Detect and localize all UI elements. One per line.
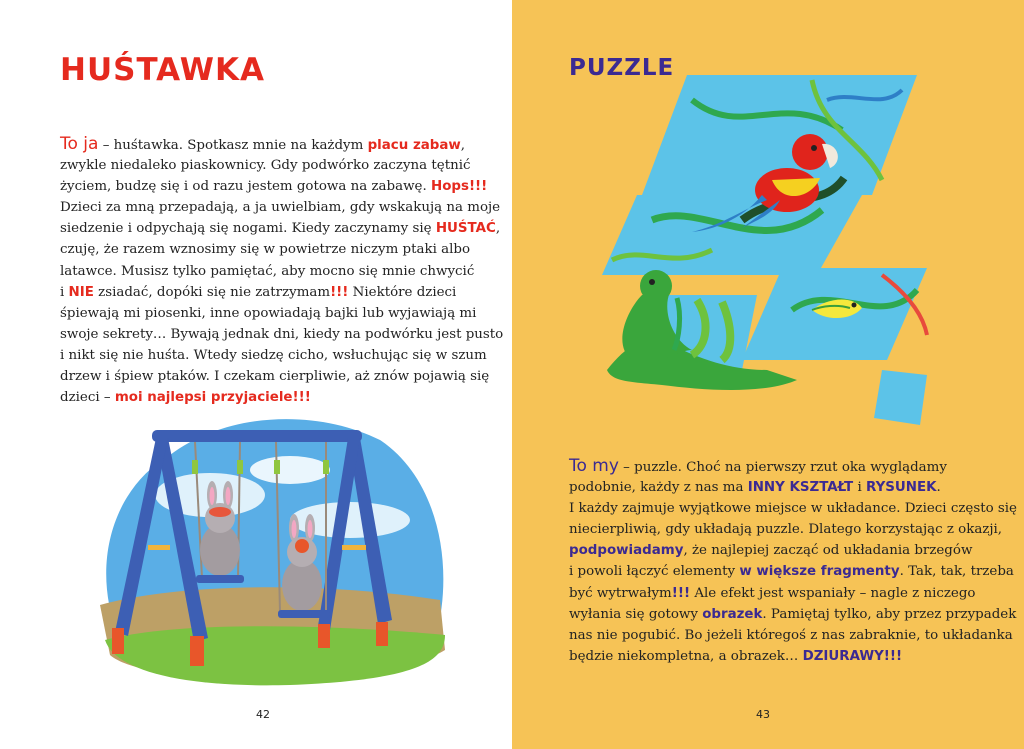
text-run: , że najlepiej zacząć od układania brzegów xyxy=(683,543,973,559)
left-page-line xyxy=(60,155,503,176)
left-page-line xyxy=(60,345,503,366)
right-page-line xyxy=(569,625,1017,646)
right-page-line xyxy=(569,583,1017,604)
text-run: śpiewają mi piosenki, inne opowiadają bajki lub wyjawiają mi xyxy=(60,305,477,321)
text-run: i xyxy=(853,480,866,496)
highlighted-word: podpowiadamy xyxy=(569,543,684,559)
highlighted-word: moi najlepsi przyjaciele!!! xyxy=(114,390,311,406)
highlighted-word: NIE xyxy=(68,284,94,300)
left-page-body xyxy=(60,134,503,408)
left-page-line xyxy=(60,366,503,387)
text-run: swoje sekrety… Bywają jednak dni, kiedy na podwórku jest pusto xyxy=(60,326,504,342)
highlighted-word: obrazek xyxy=(702,606,763,622)
highlighted-word: placu zabaw xyxy=(367,138,461,153)
page-number-left: 42 xyxy=(256,708,270,721)
left-page-line xyxy=(60,261,503,282)
text-run: , xyxy=(460,138,466,153)
text-run: . Pamiętaj tylko, aby przez przypadek xyxy=(762,606,1017,622)
highlighted-word: RYSUNEK xyxy=(865,480,937,496)
right-page-line xyxy=(569,604,1017,625)
left-page-line xyxy=(60,176,503,197)
text-run: i nikt się nie huśta. Wtedy siedzę cicho, wsłuchując się w szum xyxy=(60,347,487,363)
right-page-line xyxy=(569,456,1017,477)
right-page-line xyxy=(569,561,1017,582)
text-run: , xyxy=(495,221,501,237)
text-run: – puzzle. Choć na pierwszy rzut oka wyglądamy xyxy=(618,460,947,475)
right-page xyxy=(512,0,1024,749)
right-page-line xyxy=(569,646,1017,667)
right-page-line xyxy=(569,498,1017,519)
text-run: I każdy zajmuje wyjątkowe miejsce w układance. Dzieci często się xyxy=(569,501,1017,517)
text-run: zwykle niedaleko piaskownicy. Gdy podwórko zaczyna tętnić xyxy=(60,158,471,174)
left-page-line xyxy=(60,197,503,218)
text-run: nas nie pogubić. Bo jeżeli któregoś z nas zabraknie, to układanka xyxy=(569,627,1013,643)
left-page-line xyxy=(60,134,503,155)
right-page-body xyxy=(569,456,1017,667)
puzzle-illustration xyxy=(582,70,942,430)
text-run: życiem, budzę się i od razu jestem gotowa na zabawę. xyxy=(60,179,431,195)
right-page-line xyxy=(569,477,1017,498)
highlighted-word: INNY KSZTAŁT xyxy=(747,480,854,496)
highlighted-word: w większe fragmenty xyxy=(739,564,900,580)
right-page-line xyxy=(569,519,1017,540)
highlighted-word: !!! xyxy=(671,585,691,601)
text-run: – huśtawka. Spotkasz mnie na każdym xyxy=(98,138,368,153)
highlighted-word: To my xyxy=(569,456,619,476)
swing-illustration xyxy=(90,400,450,690)
left-page-line xyxy=(60,324,503,345)
text-run: zsiadać, dopóki się nie zatrzymam xyxy=(93,284,331,300)
highlighted-word: Hops!!! xyxy=(430,179,488,195)
text-run: podobnie, każdy z nas ma xyxy=(569,480,748,496)
text-run: być wytrwałym xyxy=(569,585,672,601)
left-page-line xyxy=(60,282,503,303)
text-run: będzie niekompletna, a obrazek… xyxy=(569,648,803,664)
text-run: drzew i śpiew ptaków. I czekam cierpliwie, aż znów pojawią się xyxy=(60,369,490,385)
text-run: Ale efekt jest wspaniały – nagle z niczego xyxy=(690,585,976,601)
highlighted-word: To ja xyxy=(60,134,99,154)
text-run: czuję, że razem wznosimy się w powietrze niczym ptaki albo xyxy=(60,242,471,258)
left-page-line xyxy=(60,303,503,324)
text-run: dzieci – xyxy=(60,390,115,406)
text-run: . xyxy=(936,480,941,496)
left-page-line xyxy=(60,218,503,239)
right-page-line xyxy=(569,540,1017,561)
text-run: . Tak, tak, trzeba xyxy=(899,564,1014,580)
highlighted-word: DZIURAWY!!! xyxy=(802,648,903,664)
highlighted-word: HUŚTAĆ xyxy=(435,221,496,237)
text-run: i xyxy=(60,284,69,300)
left-page-title: HUŚTAWKA xyxy=(60,52,265,88)
text-run: Niektóre dzieci xyxy=(348,284,457,300)
text-run: wyłania się gotowy xyxy=(569,606,703,622)
text-run: niecierpliwią, gdy układają puzzle. Dlatego korzystając z okazji, xyxy=(569,522,1003,538)
text-run: latawce. Musisz tylko pamiętać, aby mocno się mnie chwycić xyxy=(60,263,475,279)
left-page-line xyxy=(60,239,503,260)
page-number-right: 43 xyxy=(756,708,770,721)
highlighted-word: !!! xyxy=(330,284,349,300)
text-run: Dzieci za mną przepadają, a ja uwielbiam, gdy wskakują na moje xyxy=(60,200,501,216)
text-run: siedzenie i odpychają się nogami. Kiedy zaczynamy się xyxy=(60,221,436,237)
text-run: i powoli łączyć elementy xyxy=(569,564,740,580)
right-page-title: PUZZLE xyxy=(569,55,675,81)
